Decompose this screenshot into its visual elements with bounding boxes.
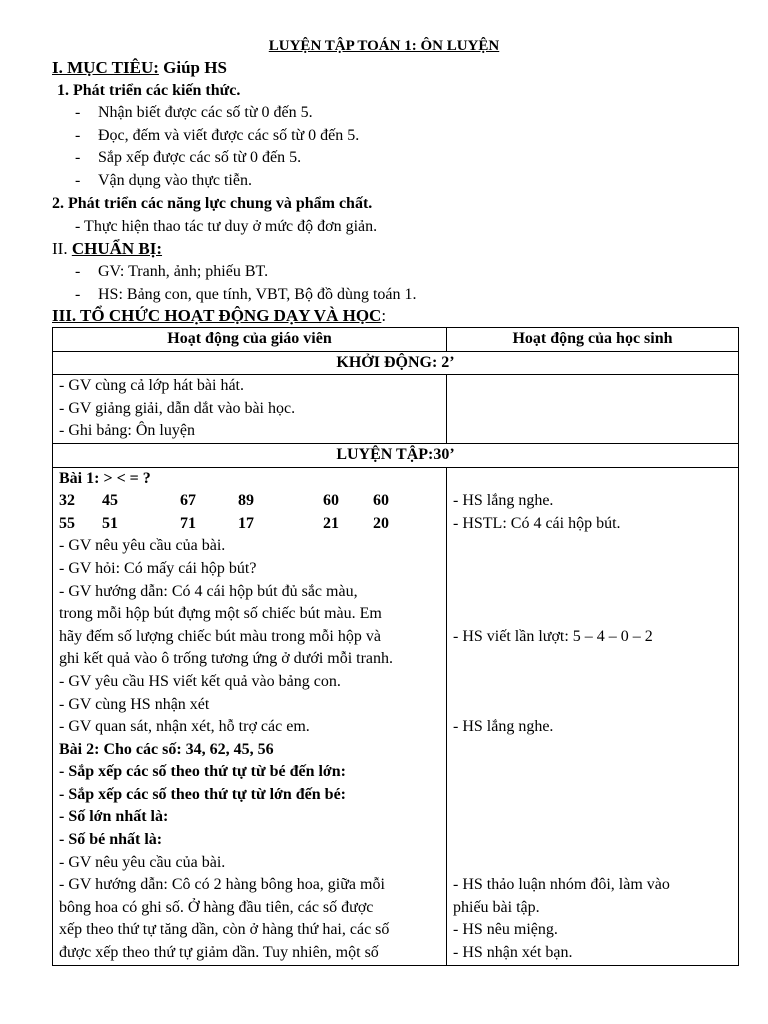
student-response: - HS lắng nghe.: [453, 718, 554, 736]
teacher-column-header: Hoạt động của giáo viên: [53, 328, 447, 352]
practice-student-cell: [447, 467, 739, 965]
preparation-heading: II. CHUẨN BỊ:: [52, 239, 163, 258]
table-header-row: [53, 328, 739, 352]
bai2-teacher-line: xếp theo thứ tự tăng dần, còn ở hàng thứ hai, các số: [59, 921, 390, 939]
bai1-number-row: 55 51 71 17 21 20: [59, 514, 389, 532]
bai2-task: - Sắp xếp các số theo thứ tự từ lớn đến bé:: [59, 785, 346, 803]
activity-table: [52, 327, 739, 966]
student-response: - HS viết lần lượt: 5 – 4 – 0 – 2: [453, 627, 653, 645]
preparation-item: - HS: Bảng con, que tính, VBT, Bộ đồ dùng toán 1.: [75, 286, 417, 303]
bai2-teacher-line: bông hoa có ghi số. Ở hàng đầu tiên, các số được: [59, 898, 374, 916]
bai1-teacher-line: trong mỗi hộp bút đựng một số chiếc bút màu. Em: [59, 605, 382, 623]
bai2-task: - Sắp xếp các số theo thứ tự từ bé đến lớn:: [59, 763, 346, 781]
warmup-teacher-line: - GV giảng giải, dẫn dắt vào bài học.: [59, 399, 296, 417]
practice-activity-row: [53, 467, 739, 965]
warmup-teacher-line: - GV cùng cả lớp hát bài hát.: [59, 377, 244, 395]
bai2-teacher-line: được xếp theo thứ tự giảm dần. Tuy nhiên, một số: [59, 944, 379, 962]
bai1-teacher-line: ghi kết quả vào ô trống tương ứng ở dưới mỗi tranh.: [59, 650, 394, 668]
warmup-teacher-line: - Ghi bảng: Ôn luyện: [59, 422, 195, 440]
document-title: LUYỆN TẬP TOÁN 1: ÔN LUYỆN: [268, 38, 500, 54]
student-response: - HS thảo luận nhóm đôi, làm vào: [453, 876, 670, 894]
bai2-title: Bài 2: Cho các số: 34, 62, 45, 56: [59, 740, 274, 758]
student-response: phiếu bài tập.: [453, 898, 540, 916]
warmup-student-cell: [447, 375, 739, 444]
student-response: - HSTL: Có 4 cái hộp bút.: [453, 514, 621, 532]
objectives-heading: [52, 57, 227, 80]
bai2-teacher-line: - GV nêu yêu cầu của bài.: [59, 853, 226, 871]
bai2-teacher-line: - GV hướng dẫn: Cô có 2 hàng bông hoa, giữa mỗi: [59, 876, 385, 894]
bai2-task: - Số lớn nhất là:: [59, 808, 169, 826]
warmup-activity-row: [53, 375, 739, 444]
student-response: - HS nêu miệng.: [453, 921, 558, 939]
warmup-title: KHỞI ĐỘNG: 2’: [53, 351, 739, 375]
knowledge-subheading: 1. Phát triển các kiến thức.: [57, 82, 241, 99]
bai1-teacher-line: - GV quan sát, nhận xét, hỗ trợ các em.: [59, 718, 310, 736]
knowledge-item: - Sắp xếp được các số từ 0 đến 5.: [75, 149, 302, 166]
practice-title: LUYỆN TẬP:30’: [53, 443, 739, 467]
student-column-header: Hoạt động của học sinh: [447, 328, 739, 352]
preparation-item: - GV: Tranh, ảnh; phiếu BT.: [75, 263, 269, 280]
objectives-heading-label: I. MỤC TIÊU:: [52, 58, 159, 77]
warmup-teacher-cell: [53, 375, 447, 444]
bai1-teacher-line: - GV nêu yêu cầu của bài.: [59, 537, 226, 555]
organization-heading: III. TỔ CHỨC HOẠT ĐỘNG DẠY VÀ HỌC:: [52, 306, 387, 325]
practice-section-row: [53, 443, 739, 467]
warmup-section-row: [53, 351, 739, 375]
bai1-teacher-line: - GV cùng HS nhận xét: [59, 695, 210, 713]
objectives-heading-suffix: Giúp HS: [158, 58, 227, 77]
knowledge-item: - Nhận biết được các số từ 0 đến 5.: [75, 104, 313, 121]
student-response: - HS nhận xét bạn.: [453, 944, 573, 962]
bai1-title: Bài 1: > < = ?: [59, 469, 151, 487]
bai1-teacher-line: - GV yêu cầu HS viết kết quả vào bảng con.: [59, 672, 341, 690]
knowledge-item: - Đọc, đếm và viết được các số từ 0 đến 5.: [75, 127, 360, 144]
competence-item: - Thực hiện thao tác tư duy ở mức độ đơn giản.: [75, 218, 378, 235]
bai1-number-row: 32 45 67 89 60 60: [59, 492, 389, 510]
competence-subheading: 2. Phát triển các năng lực chung và phẩm chất.: [52, 195, 373, 212]
bai1-teacher-line: - GV hướng dẫn: Có 4 cái hộp bút đủ sắc màu,: [59, 582, 358, 600]
student-response: - HS lắng nghe.: [453, 492, 554, 510]
bai1-teacher-line: - GV hỏi: Có mấy cái hộp bút?: [59, 559, 257, 577]
bai2-task: - Số bé nhất là:: [59, 831, 163, 849]
bai1-teacher-line: hãy đếm số lượng chiếc bút màu trong mỗi hộp và: [59, 627, 381, 645]
knowledge-item: - Vận dụng vào thực tiễn.: [75, 172, 252, 189]
practice-teacher-cell: [53, 467, 447, 965]
